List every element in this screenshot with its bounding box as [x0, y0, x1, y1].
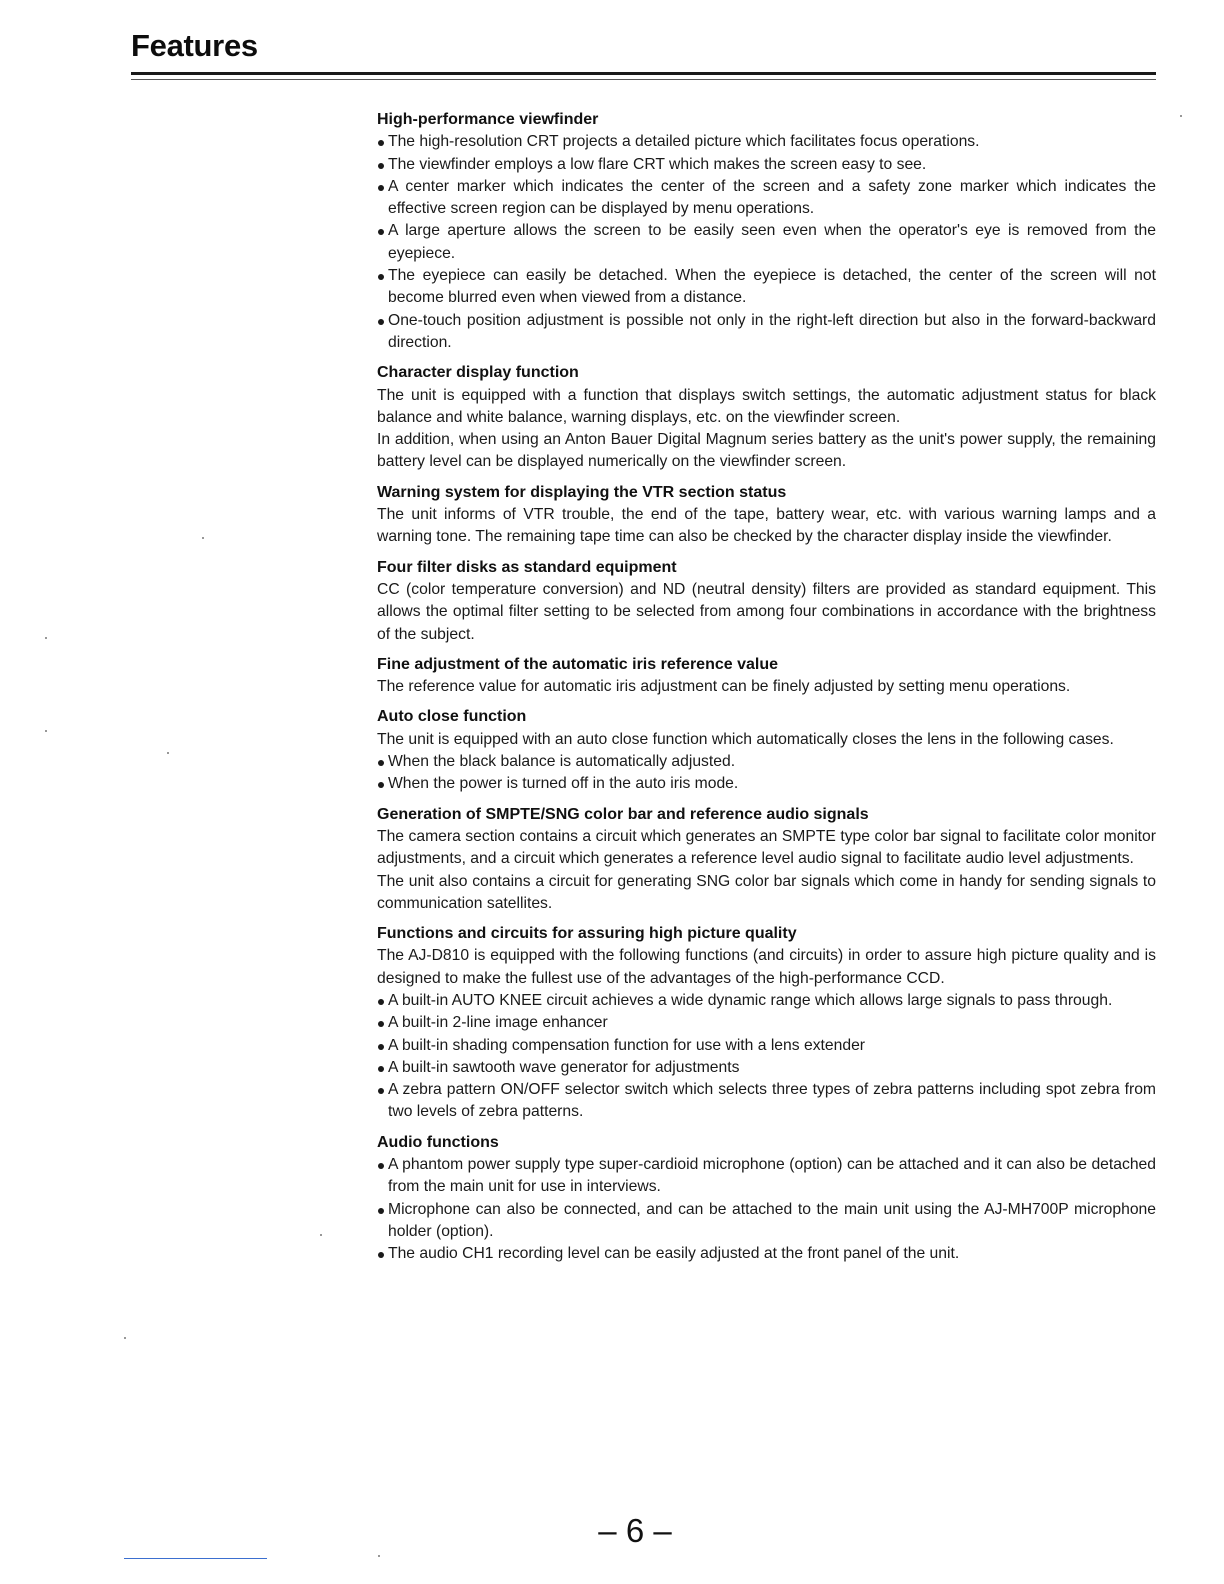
scan-speck [378, 1555, 380, 1557]
section-heading: Warning system for displaying the VTR section status [377, 483, 787, 501]
bullet-item: When the black balance is automatically adjusted. [377, 751, 1156, 773]
paragraph: The AJ-D810 is equipped with the following functions (and circuits) in order to assure high picture quality and is designed to make the fullest use of the advantages of the high-performance CCD. [377, 947, 1156, 987]
scan-speck [45, 730, 47, 732]
paragraph: The unit informs of VTR trouble, the end of the tape, battery wear, etc. with various warning lamps and a warning tone. The remaining tape time can also be checked by the character display inside the viewfinder. [377, 506, 1156, 546]
section-heading: Functions and circuits for assuring high picture quality [377, 925, 797, 943]
bullet-item: The eyepiece can easily be detached. When the eyepiece is detached, the center of the screen will not become blurred even when viewed from a distance. [377, 265, 1156, 310]
bullet-item: A center marker which indicates the center of the screen and a safety zone marker which indicates the effective screen region can be displayed by menu operations. [377, 176, 1156, 221]
scan-speck [124, 1337, 126, 1339]
bullet-item: One-touch position adjustment is possible not only in the right-left direction but also in the forward-backward direction. [377, 310, 1156, 355]
paragraph: CC (color temperature conversion) and ND (neutral density) filters are provided as standard equipment. This allows the optimal filter setting to be selected from among four combinations in accordance with the brightness of the subject. [377, 580, 1156, 643]
title-rule-thin [131, 79, 1156, 80]
paragraph: The unit is equipped with a function that displays switch settings, the automatic adjustment status for black balance and white balance, warning displays, etc. on the viewfinder screen. [377, 386, 1156, 426]
scan-speck [320, 1234, 322, 1236]
section-heading: Character display function [377, 364, 579, 382]
section-heading: Audio functions [377, 1133, 499, 1151]
bullet-item: The high-resolution CRT projects a detailed picture which facilitates focus operations. [377, 131, 1156, 153]
scan-speck [45, 637, 47, 639]
scan-speck [1180, 115, 1182, 117]
paragraph: The reference value for automatic iris adjustment can be finely adjusted by setting menu operations. [377, 678, 1071, 696]
section-heading: Generation of SMPTE/SNG color bar and reference audio signals [377, 805, 869, 823]
title-rule-thick [131, 72, 1156, 75]
section-auto-close [377, 706, 1156, 795]
footer-line [124, 1558, 267, 1559]
bullet-item: The audio CH1 recording level can be easily adjusted at the front panel of the unit. [377, 1243, 1156, 1265]
bullet-item: A built-in shading compensation function for use with a lens extender [377, 1035, 1156, 1057]
section-character-display [377, 362, 1156, 473]
bullet-item: When the power is turned off in the auto iris mode. [377, 773, 1156, 795]
paragraph: The unit also contains a circuit for generating SNG color bar signals which come in handy for sending signals to communication satellites. [377, 872, 1156, 912]
page-title: Features [131, 28, 258, 63]
bullet-list [377, 990, 1156, 1124]
bullet-item: A phantom power supply type super-cardioid microphone (option) can be attached and it can also be detached from the main unit for use in interviews. [377, 1154, 1156, 1199]
bullet-item: A built-in AUTO KNEE circuit achieves a wide dynamic range which allows large signals to pass through. [377, 990, 1156, 1012]
bullet-list [377, 1154, 1156, 1265]
bullet-item: The viewfinder employs a low flare CRT which makes the screen easy to see. [377, 154, 1156, 176]
bullet-list [377, 751, 1156, 796]
bullet-item: A built-in sawtooth wave generator for adjustments [377, 1057, 1156, 1079]
bullet-item: Microphone can also be connected, and can be attached to the main unit using the AJ-MH700P microphone holder (option). [377, 1199, 1156, 1244]
features-content [377, 109, 1156, 1274]
section-iris-reference [377, 654, 1156, 699]
paragraph: In addition, when using an Anton Bauer Digital Magnum series battery as the unit's power supply, the remaining battery level can be displayed numerically on the viewfinder screen. [377, 431, 1156, 471]
page-number: – 6 – [598, 1512, 672, 1549]
section-color-bar [377, 804, 1156, 915]
scan-speck [202, 537, 204, 539]
section-audio [377, 1132, 1156, 1266]
section-heading: Auto close function [377, 708, 527, 726]
bullet-item: A zebra pattern ON/OFF selector switch which selects three types of zebra patterns including spot zebra from two levels of zebra patterns. [377, 1079, 1156, 1124]
scan-speck [167, 752, 169, 754]
section-filter-disks [377, 557, 1156, 646]
section-viewfinder [377, 109, 1156, 354]
section-heading: High-performance viewfinder [377, 111, 599, 128]
bullet-item: A large aperture allows the screen to be easily seen even when the operator's eye is removed from the eyepiece. [377, 220, 1156, 265]
section-heading: Fine adjustment of the automatic iris reference value [377, 655, 778, 673]
section-warning-system [377, 482, 1156, 549]
bullet-list [377, 131, 1156, 354]
section-heading: Four filter disks as standard equipment [377, 558, 677, 576]
paragraph: The camera section contains a circuit which generates an SMPTE type color bar signal to facilitate color monitor adjustments, and a circuit which generates a reference level audio signal to facilitate audio level adjustments. [377, 827, 1156, 868]
section-picture-quality [377, 923, 1156, 1124]
paragraph: The unit is equipped with an auto close function which automatically closes the lens in the following cases. [377, 730, 1114, 748]
bullet-item: A built-in 2-line image enhancer [377, 1012, 1156, 1034]
